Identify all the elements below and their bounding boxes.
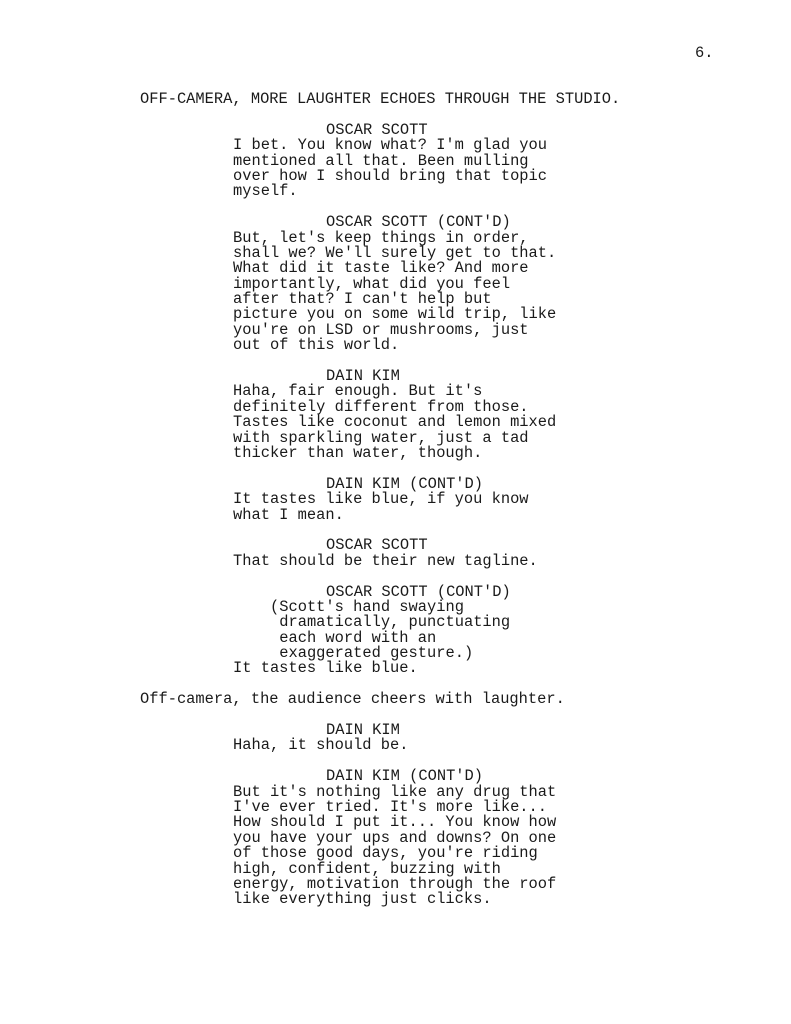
parenthetical-line: exaggerated gesture.) xyxy=(270,644,474,663)
dialogue-block xyxy=(233,492,791,523)
character-cue: DAIN KIM (CONT'D) xyxy=(326,767,484,786)
dialogue-block xyxy=(233,138,791,200)
dialogue-block xyxy=(233,228,791,355)
parenthetical-line: each word with an xyxy=(270,628,437,647)
character-cue: DAIN KIM xyxy=(326,367,400,386)
dialogue-line: I've ever tried. It's more like... xyxy=(233,797,548,816)
dialogue-line: How should I put it... You know how xyxy=(233,813,557,832)
dialogue-line: But it's nothing like any drug that xyxy=(233,782,557,801)
dialogue-line: definitely different from those. xyxy=(233,397,529,416)
action-block xyxy=(140,692,791,707)
dialogue-line: after that? I can't help but xyxy=(233,290,492,309)
dialogue-line: I bet. You know what? I'm glad you xyxy=(233,136,548,155)
dialogue-line: picture you on some wild trip, like xyxy=(233,305,557,324)
parenthetical-line: dramatically, punctuating xyxy=(270,613,511,632)
dialogue-line: you have your ups and downs? On one xyxy=(233,828,557,847)
dialogue-block xyxy=(233,738,791,753)
dialogue-line: of those good days, you're riding xyxy=(233,844,538,863)
character-cue: OSCAR SCOTT xyxy=(326,120,428,139)
parenthetical-line: (Scott's hand swaying xyxy=(270,597,464,616)
character-cue: DAIN KIM (CONT'D) xyxy=(326,474,484,493)
dialogue-line: But, let's keep things in order, xyxy=(233,228,529,247)
page-number: 6. xyxy=(695,44,714,62)
dialogue-line: Haha, it should be. xyxy=(233,736,409,755)
dialogue-block xyxy=(233,782,791,909)
action-block xyxy=(140,92,791,107)
dialogue-line: Tastes like coconut and lemon mixed xyxy=(233,413,557,432)
dialogue-line: It tastes like blue, if you know xyxy=(233,490,529,509)
dialogue-block xyxy=(233,551,791,570)
parenthetical-block xyxy=(270,597,791,663)
dialogue-line: What did it taste like? And more xyxy=(233,259,529,278)
dialogue-line: mentioned all that. Been mulling xyxy=(233,151,529,170)
action-line: Off-camera, the audience cheers with laughter. xyxy=(140,690,565,709)
dialogue-line: out of this world. xyxy=(233,336,400,355)
dialogue-line: thicker than water, though. xyxy=(233,443,483,462)
dialogue-line: importantly, what did you feel xyxy=(233,274,511,293)
dialogue-block xyxy=(233,661,791,676)
dialogue-line: like everything just clicks. xyxy=(233,890,492,909)
dialogue-line: That should be their new tagline. xyxy=(233,551,538,570)
action-line: OFF-CAMERA, MORE LAUGHTER ECHOES THROUGH THE STUDIO. xyxy=(140,90,621,108)
dialogue-line: with sparkling water, just a tad xyxy=(233,428,529,447)
dialogue-line: over how I should bring that topic xyxy=(233,166,548,185)
dialogue-line: It tastes like blue. xyxy=(233,659,418,678)
dialogue-line: high, confident, buzzing with xyxy=(233,859,501,878)
character-cue: OSCAR SCOTT (CONT'D) xyxy=(326,582,511,601)
dialogue-line: Haha, fair enough. But it's xyxy=(233,382,483,401)
character-cue: DAIN KIM xyxy=(326,721,400,740)
dialogue-line: myself. xyxy=(233,182,298,201)
character-cue: OSCAR SCOTT (CONT'D) xyxy=(326,213,511,232)
dialogue-line: what I mean. xyxy=(233,505,344,524)
character-cue: OSCAR SCOTT xyxy=(326,536,428,555)
dialogue-block xyxy=(233,384,791,461)
dialogue-line: energy, motivation through the roof xyxy=(233,874,557,893)
dialogue-line: shall we? We'll surely get to that. xyxy=(233,243,557,262)
dialogue-line: you're on LSD or mushrooms, just xyxy=(233,320,529,339)
screenplay-body xyxy=(0,92,791,908)
